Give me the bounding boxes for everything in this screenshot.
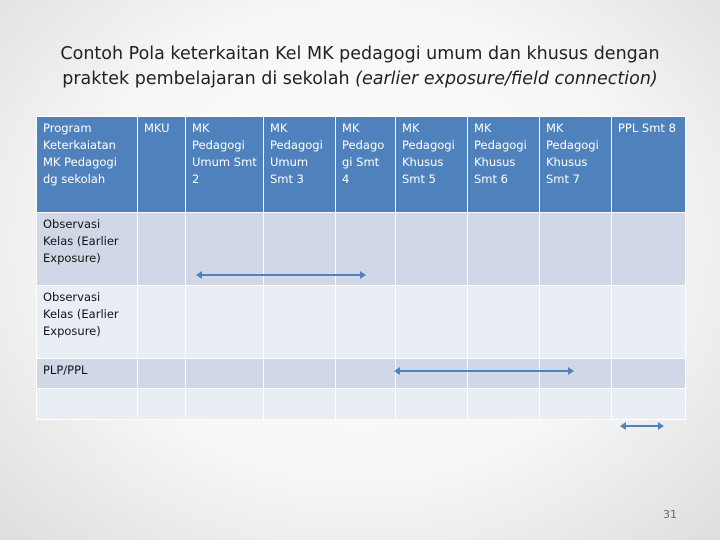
table-cell bbox=[138, 359, 186, 389]
table-cell bbox=[138, 389, 186, 420]
header-cell: MK Pedagogi Khusus Smt 6 bbox=[468, 117, 540, 213]
table-cell bbox=[612, 286, 686, 359]
table-row bbox=[37, 359, 686, 389]
double-arrow-smt8 bbox=[622, 425, 662, 427]
table-header-row bbox=[37, 117, 686, 213]
table-cell bbox=[468, 286, 540, 359]
table-cell bbox=[396, 389, 468, 420]
double-arrow-smt5-smt7 bbox=[396, 370, 572, 372]
table-cell bbox=[612, 359, 686, 389]
table-cell bbox=[186, 286, 264, 359]
slide-title-plain: Contoh Pola keterkaitan Kel MK pedagogi umum dan khusus dengan praktek pembelajaran di sekolah bbox=[60, 44, 660, 89]
table-row bbox=[37, 389, 686, 420]
table-cell bbox=[336, 359, 396, 389]
table-cell bbox=[468, 359, 540, 389]
table-cell bbox=[264, 359, 336, 389]
table-row bbox=[37, 286, 686, 359]
page-number: 31 bbox=[663, 508, 677, 521]
table-cell bbox=[540, 286, 612, 359]
table-cell: Observasi Kelas (Earlier Exposure) bbox=[37, 213, 138, 286]
table-cell bbox=[396, 359, 468, 389]
slide-title-italic: (earlier exposure/field connection) bbox=[355, 69, 658, 89]
slide-title bbox=[30, 42, 690, 92]
table-cell bbox=[138, 286, 186, 359]
table-cell bbox=[468, 213, 540, 286]
table-cell bbox=[336, 389, 396, 420]
table-cell bbox=[540, 359, 612, 389]
header-cell: PPL Smt 8 bbox=[612, 117, 686, 213]
table-cell bbox=[396, 213, 468, 286]
table-cell bbox=[540, 213, 612, 286]
table-cell bbox=[540, 389, 612, 420]
header-cell: MK Pedagogi Khusus Smt 5 bbox=[396, 117, 468, 213]
table-cell bbox=[612, 389, 686, 420]
table-cell: PLP/PPL bbox=[37, 359, 138, 389]
header-cell: MKU bbox=[138, 117, 186, 213]
table-cell bbox=[186, 389, 264, 420]
table-cell bbox=[186, 359, 264, 389]
table-cell: Observasi Kelas (Earlier Exposure) bbox=[37, 286, 138, 359]
table-cell bbox=[612, 213, 686, 286]
header-cell: MK Pedagogi Khusus Smt 7 bbox=[540, 117, 612, 213]
double-arrow-smt2-smt4 bbox=[198, 274, 364, 276]
table-cell bbox=[336, 286, 396, 359]
header-cell: MK Pedago gi Smt 4 bbox=[336, 117, 396, 213]
table-cell bbox=[396, 286, 468, 359]
table-cell bbox=[264, 389, 336, 420]
header-cell: MK Pedagogi Umum Smt 2 bbox=[186, 117, 264, 213]
header-cell: MK Pedagogi Umum Smt 3 bbox=[264, 117, 336, 213]
table-cell bbox=[37, 389, 138, 420]
table-cell bbox=[264, 286, 336, 359]
table-cell bbox=[138, 213, 186, 286]
table-cell bbox=[468, 389, 540, 420]
header-cell: Program Keterkaiatan MK Pedagogi dg sekolah bbox=[37, 117, 138, 213]
pedagogy-linkage-table bbox=[36, 116, 686, 420]
